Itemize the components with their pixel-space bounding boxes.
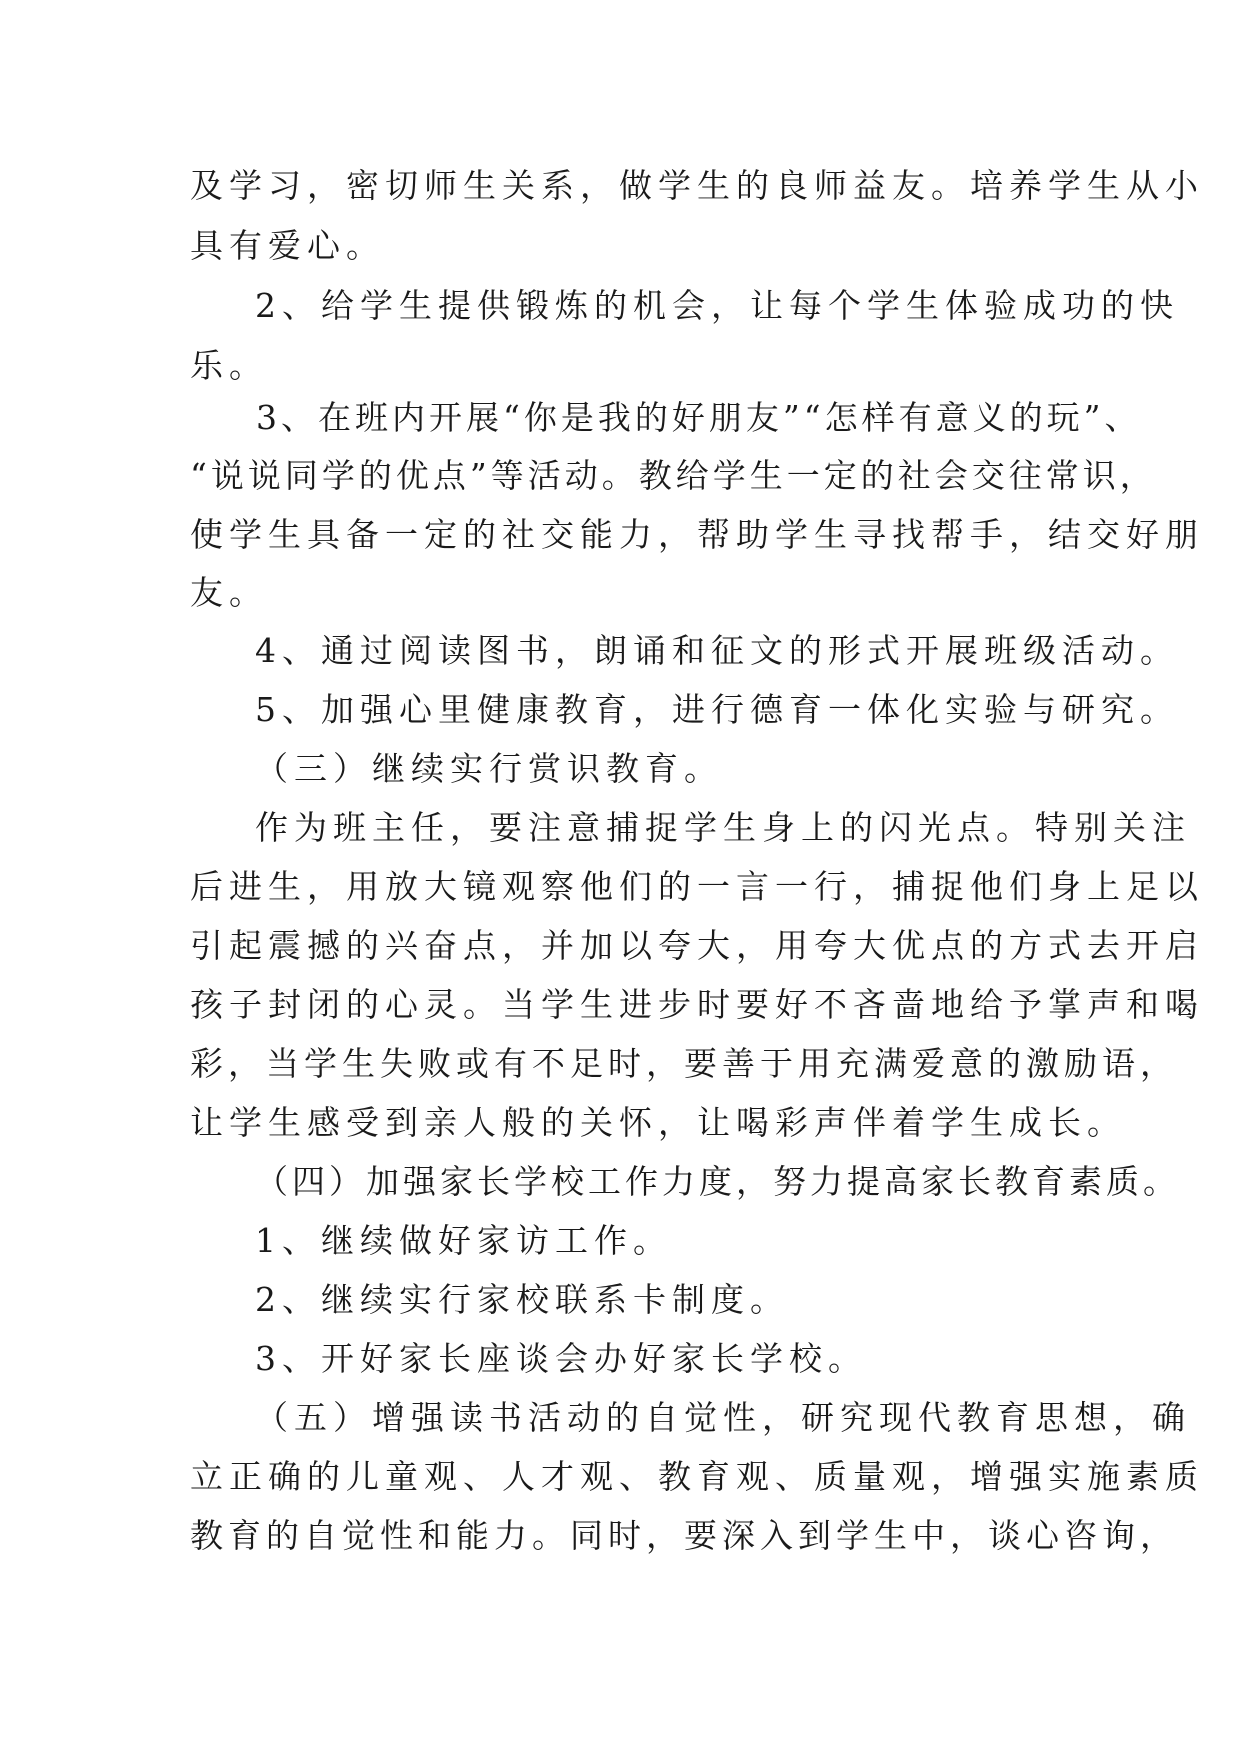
text-line-14: 引起震撼的兴奋点，并加以夸大，用夸大优点的方式去开启 xyxy=(190,926,1204,965)
text-line-6: “说说同学的优点”等活动。教给学生一定的社会交往常识， xyxy=(190,456,1157,495)
text-line-8: 友。 xyxy=(190,573,268,612)
text-line-10: 5、加强心里健康教育，进行德育一体化实验与研究。 xyxy=(255,690,1179,729)
text-line-15: 孩子封闭的心灵。当学生进步时要好不吝啬地给予掌声和喝 xyxy=(190,985,1204,1024)
section-heading-5: （五）增强读书活动的自觉性，研究现代教育思想，确 xyxy=(255,1398,1191,1437)
text-line-7: 使学生具备一定的社交能力，帮助学生寻找帮手，结交好朋 xyxy=(190,515,1204,554)
text-line-2: 具有爱心。 xyxy=(190,226,385,265)
text-line-1: 及学习，密切师生关系，做学生的良师益友。培养学生从小 xyxy=(190,166,1204,205)
text-line-5: 3、在班内开展“你是我的好朋友”“怎样有意义的玩”、 xyxy=(256,398,1142,437)
text-line-17: 让学生感受到亲人般的关怀，让喝彩声伴着学生成长。 xyxy=(190,1103,1126,1142)
section-heading-4: （四）加强家长学校工作力度，努力提高家长教育素质。 xyxy=(255,1162,1180,1201)
text-line-21: 3、开好家长座谈会办好家长学校。 xyxy=(255,1339,867,1378)
section-heading-3: （三）继续实行赏识教育。 xyxy=(255,749,723,788)
text-line-20: 2、继续实行家校联系卡制度。 xyxy=(255,1280,789,1319)
text-line-13: 后进生，用放大镜观察他们的一言一行，捕捉他们身上足以 xyxy=(190,867,1204,906)
text-line-24: 教育的自觉性和能力。同时，要深入到学生中，谈心咨询， xyxy=(190,1516,1178,1555)
text-line-3: 2、给学生提供锻炼的机会，让每个学生体验成功的快 xyxy=(255,286,1179,325)
text-line-23: 立正确的儿童观、人才观、教育观、质量观，增强实施素质 xyxy=(190,1457,1204,1496)
text-line-9: 4、通过阅读图书，朗诵和征文的形式开展班级活动。 xyxy=(255,631,1179,670)
text-line-12: 作为班主任，要注意捕捉学生身上的闪光点。特别关注 xyxy=(255,808,1191,847)
text-line-19: 1、继续做好家访工作。 xyxy=(255,1221,672,1260)
text-line-4: 乐。 xyxy=(190,346,268,385)
text-line-16: 彩，当学生失败或有不足时，要善于用充满爱意的激励语， xyxy=(190,1044,1178,1083)
